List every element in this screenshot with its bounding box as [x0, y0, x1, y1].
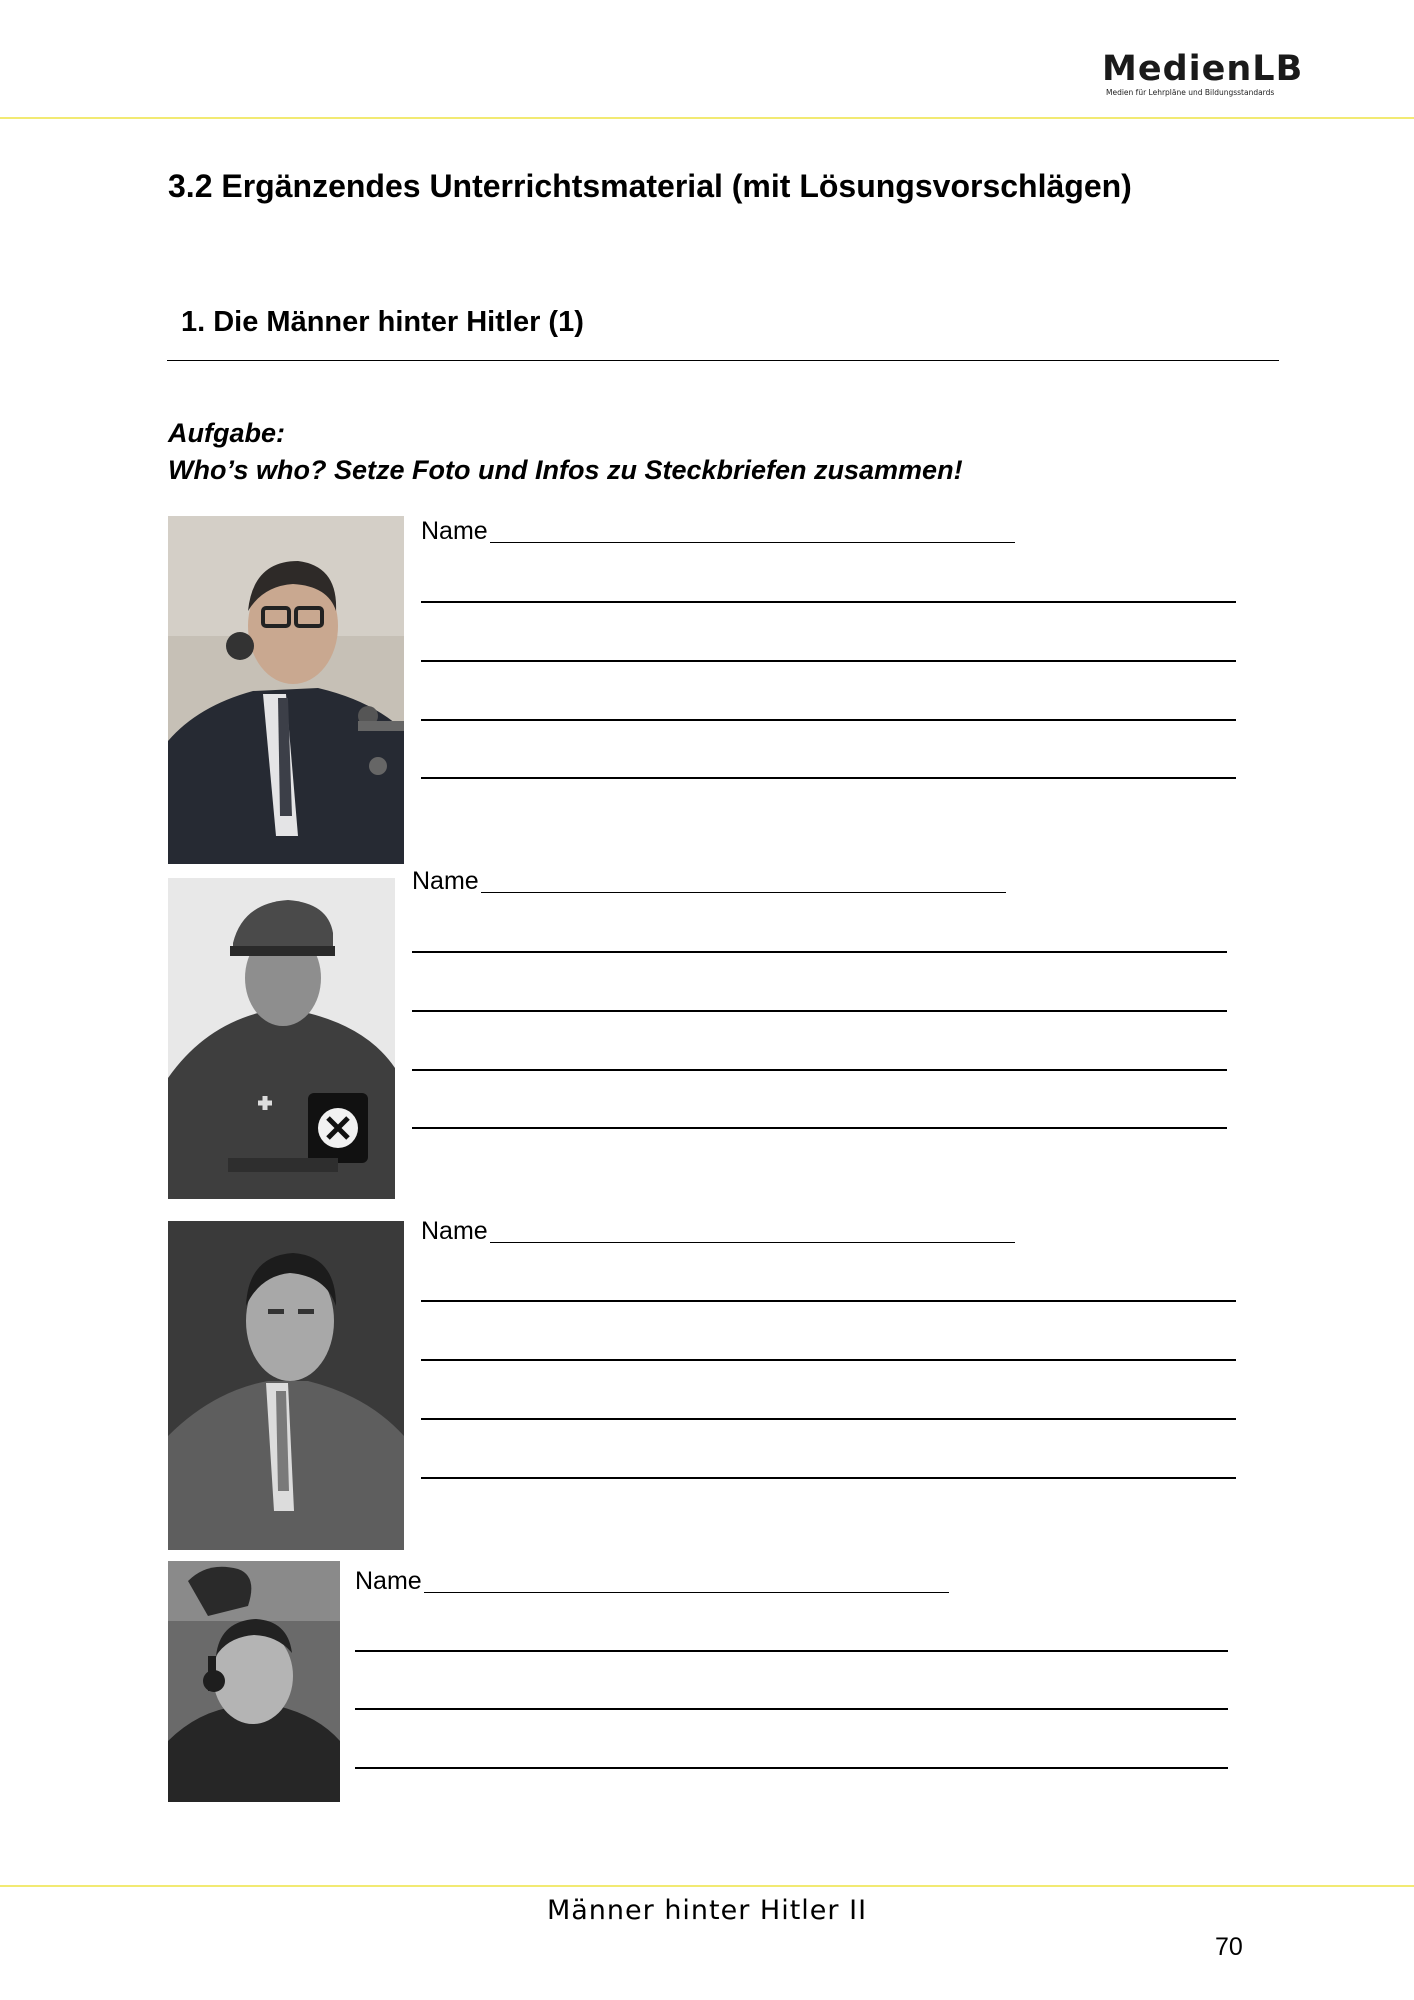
name-label: Name [355, 1567, 422, 1595]
name-label: Name [421, 1217, 488, 1245]
footer-divider [0, 1885, 1414, 1887]
answer-line[interactable] [412, 1010, 1227, 1012]
answer-line[interactable] [421, 1359, 1236, 1361]
portrait-photo-icon [168, 1561, 340, 1802]
answer-line[interactable] [421, 1477, 1236, 1479]
portrait-photo-4 [168, 1561, 340, 1802]
name-label: Name [421, 517, 488, 545]
section-title: 3.2 Ergänzendes Unterrichtsmaterial (mit Lösungsvorschlägen) [168, 168, 1132, 204]
name-label: Name [412, 867, 479, 895]
answer-line[interactable] [421, 719, 1236, 721]
header-divider [0, 117, 1414, 119]
subsection-title: 1. Die Männer hinter Hitler (1) [181, 306, 584, 338]
task-text: Who’s who? Setze Foto und Infos zu Steckbriefen zusammen! [168, 455, 963, 485]
portrait-photo-icon [168, 878, 395, 1199]
logo-tagline: Medien für Lehrpläne und Bildungsstandards [1106, 88, 1275, 97]
portrait-photo-1 [168, 516, 404, 864]
portrait-photo-2 [168, 878, 395, 1199]
portrait-photo-3 [168, 1221, 404, 1550]
task-label: Aufgabe: [168, 418, 285, 448]
answer-line[interactable] [355, 1650, 1228, 1652]
answer-line[interactable] [421, 777, 1236, 779]
answer-line[interactable] [421, 1300, 1236, 1302]
answer-line[interactable] [421, 1418, 1236, 1420]
name-blank[interactable] [490, 1241, 1015, 1243]
answer-line[interactable] [421, 601, 1236, 603]
page-number: 70 [1215, 1933, 1243, 1961]
name-blank[interactable] [490, 541, 1015, 543]
name-field-1[interactable] [421, 517, 1015, 546]
portrait-photo-icon [168, 516, 404, 864]
name-field-3[interactable] [421, 1217, 1015, 1246]
portrait-photo-icon [168, 1221, 404, 1550]
logo-wordmark: MedienLB [1102, 49, 1304, 89]
name-blank[interactable] [424, 1591, 949, 1593]
answer-line[interactable] [355, 1767, 1228, 1769]
answer-line[interactable] [412, 951, 1227, 953]
answer-line[interactable] [412, 1069, 1227, 1071]
name-blank[interactable] [481, 891, 1006, 893]
name-field-2[interactable] [412, 867, 1006, 896]
answer-line[interactable] [355, 1708, 1228, 1710]
answer-line[interactable] [421, 660, 1236, 662]
answer-line[interactable] [412, 1127, 1227, 1129]
subsection-divider [167, 360, 1279, 361]
name-field-4[interactable] [355, 1567, 949, 1596]
medienlb-logo [1102, 50, 1302, 97]
footer-title: Männer hinter Hitler II [546, 1895, 868, 1926]
